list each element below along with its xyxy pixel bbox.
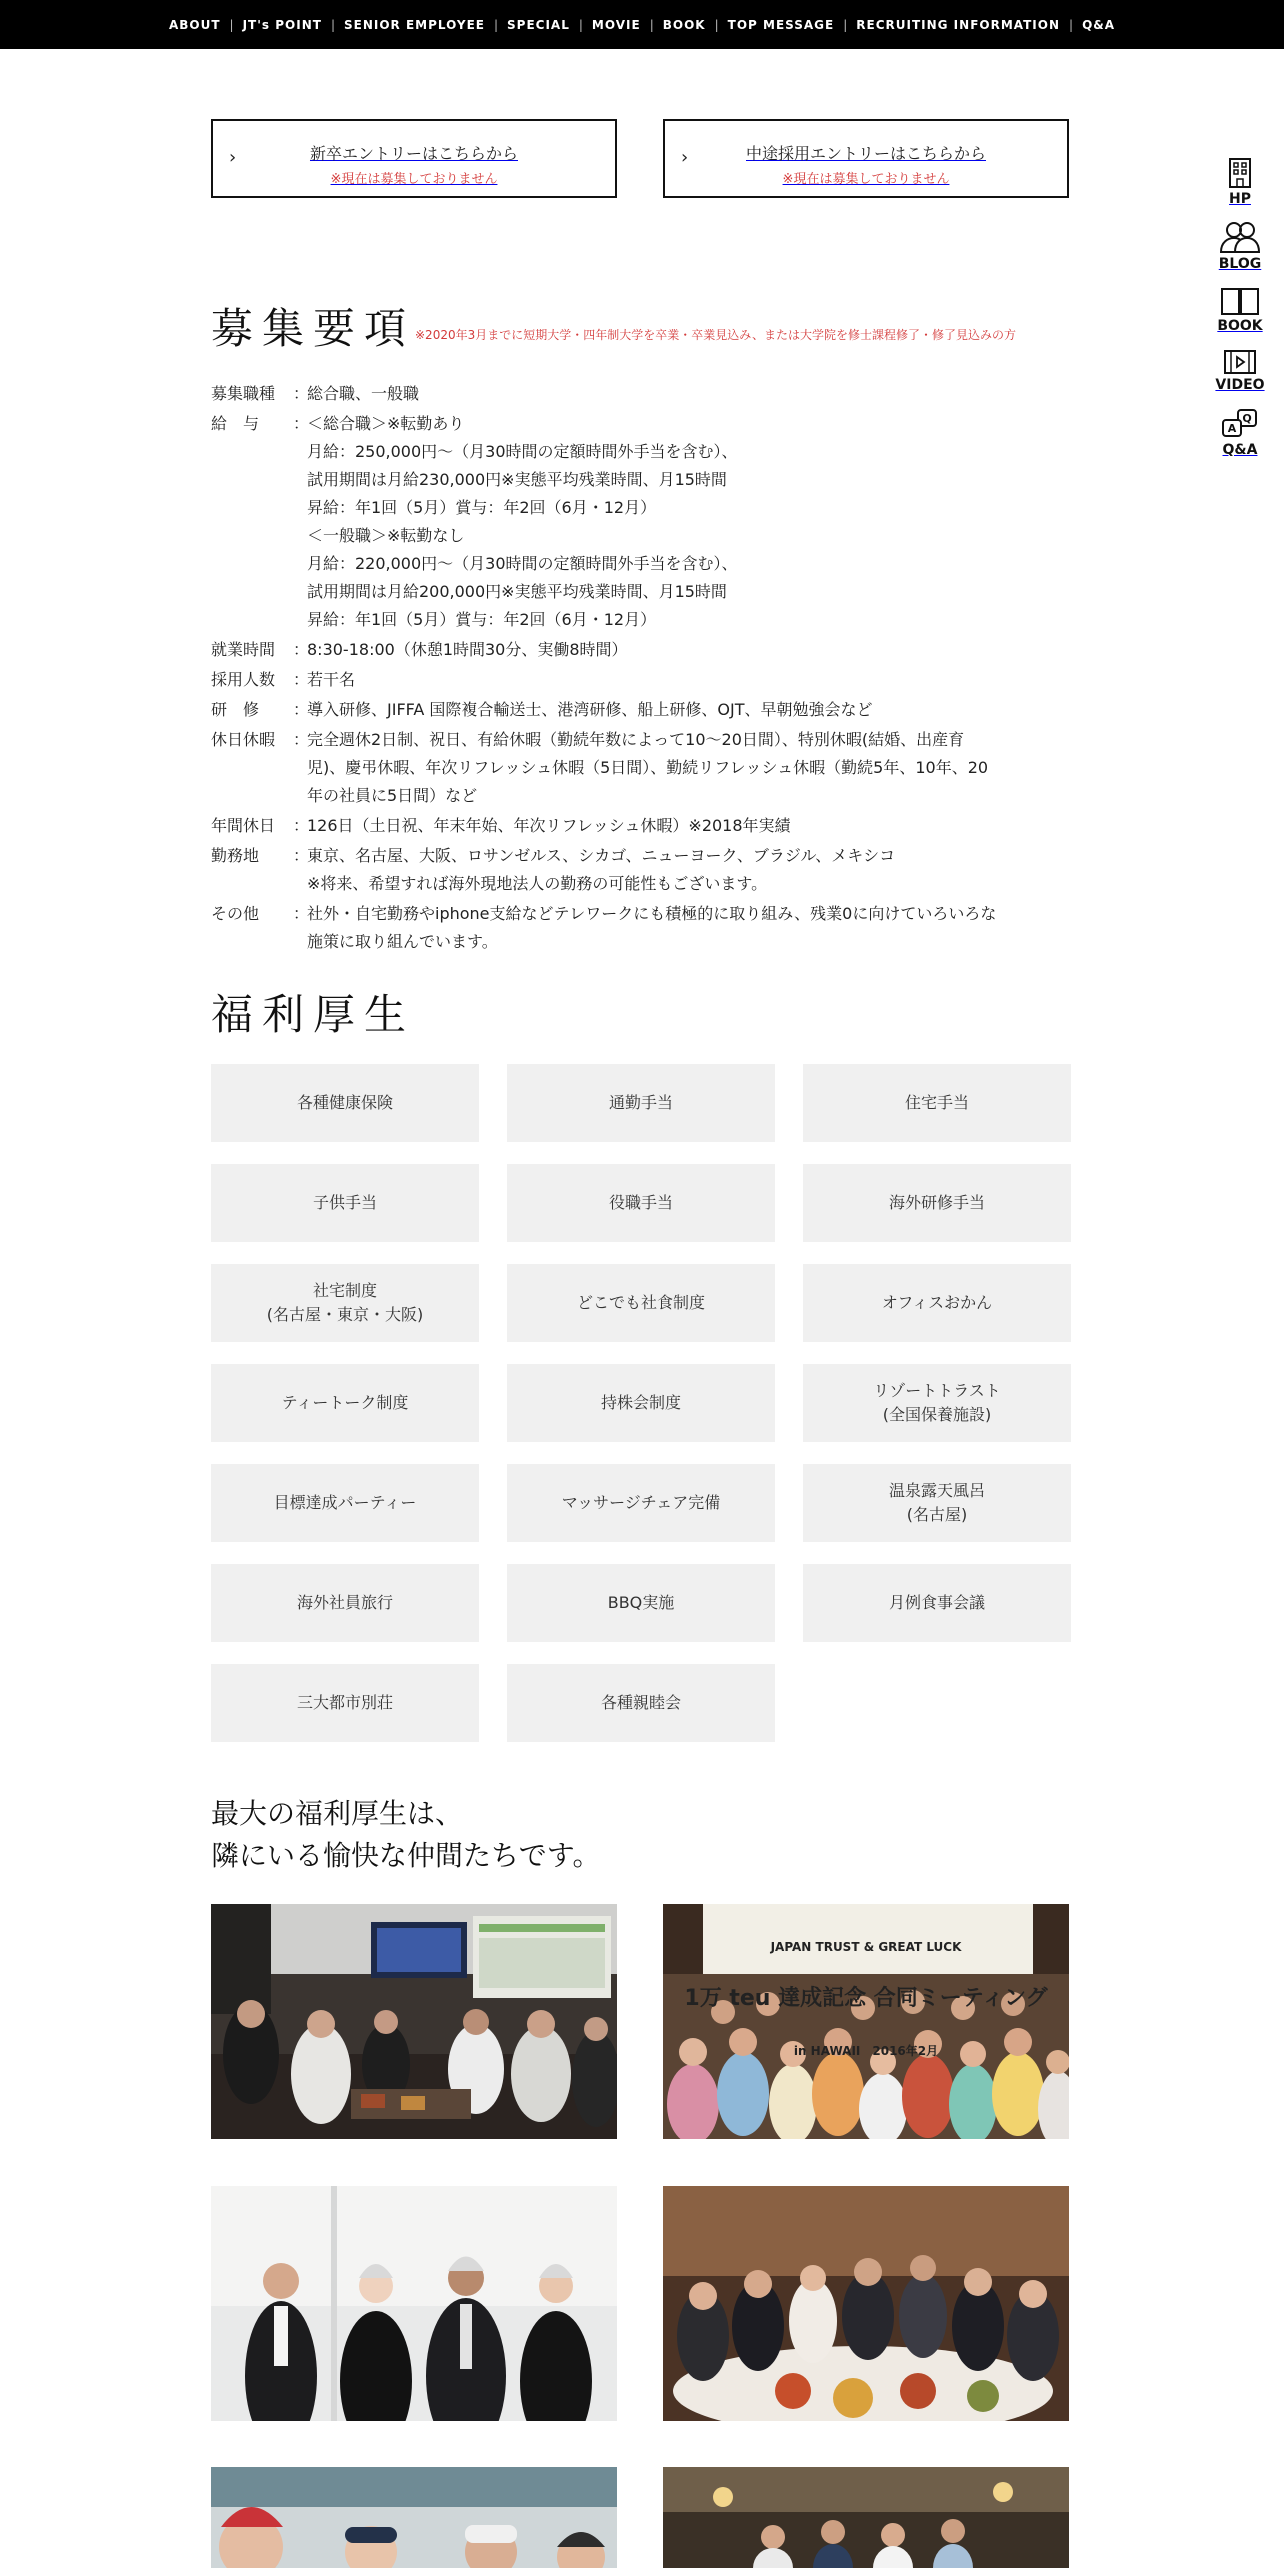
colon-separator: ： xyxy=(293,730,310,749)
benefit-item: 各種親睦会 xyxy=(507,1664,775,1742)
benefits-title: 福利厚生 xyxy=(211,990,416,1039)
entry-title: 新卒エントリーはこちらから xyxy=(309,144,518,163)
video-icon xyxy=(1223,349,1257,375)
entry-note: ※現在は募集しておりません xyxy=(782,172,950,187)
benefit-item: 三大都市別荘 xyxy=(211,1664,479,1742)
requirement-row xyxy=(211,666,1072,694)
entry-title: 中途採用エントリーはこちらから xyxy=(745,144,986,163)
benefit-item: オフィスおかん xyxy=(803,1264,1071,1342)
requirement-value xyxy=(307,666,1072,694)
benefit-item: ティートーク制度 xyxy=(211,1364,479,1442)
benefit-item: 社宅制度 (名古屋・東京・大阪) xyxy=(211,1264,479,1342)
chevron-right-icon: › xyxy=(681,147,689,168)
requirement-line: 年の社員に5日間）など xyxy=(307,786,478,805)
nav-book[interactable]: BOOK xyxy=(662,17,706,32)
nav-separator: | xyxy=(229,17,234,32)
requirement-line: 児)、慶弔休暇、年次リフレッシュ休暇（5日間）、勤続リフレッシュ休暇（勤続5年、10年、20 xyxy=(307,758,989,777)
requirement-label: 就業時間 xyxy=(211,640,276,659)
colon-separator: ： xyxy=(293,670,310,689)
requirement-line: 試用期間は月給200,000円※実態平均残業時間、月15時間 xyxy=(307,582,727,601)
benefit-item: 持株会制度 xyxy=(507,1364,775,1442)
requirement-value xyxy=(307,410,1072,634)
requirement-line: 導入研修、JIFFA 国際複合輸送士、港湾研修、船上研修、OJT、早朝勉強会など xyxy=(307,700,873,719)
requirement-label: 年間休日 xyxy=(211,816,276,835)
requirement-line: 試用期間は月給230,000円※実態平均残業時間、月15時間 xyxy=(307,470,727,489)
requirement-label: 募集職種 xyxy=(211,384,276,403)
nav-qa[interactable]: Q&A xyxy=(1082,17,1116,32)
benefit-item: どこでも社食制度 xyxy=(507,1264,775,1342)
nav-separator: | xyxy=(578,17,583,32)
banner-small-text: JAPAN TRUST & GREAT LUCK xyxy=(770,1940,962,1954)
requirement-row xyxy=(211,842,1072,898)
requirement-line: 月給：220,000円～（月30時間の定額時間外手当を含む）、 xyxy=(307,554,738,573)
requirements-title: 募集要項 xyxy=(211,304,416,353)
nav-separator: | xyxy=(1069,17,1074,32)
requirement-line: 昇給：年1回（5月）賞与：年2回（6月・12月） xyxy=(307,498,657,517)
requirement-line: ＜総合職＞※転勤あり xyxy=(307,414,465,433)
requirement-value xyxy=(307,636,1072,664)
nav-special[interactable]: SPECIAL xyxy=(507,17,570,32)
requirement-row xyxy=(211,726,1072,810)
nav-separator: | xyxy=(714,17,719,32)
photo-hawaii-party xyxy=(663,1904,1069,2139)
people-icon xyxy=(1218,220,1262,254)
requirement-label: 勤務地 xyxy=(211,846,260,865)
colon-separator: ： xyxy=(293,904,310,923)
book-icon xyxy=(1220,286,1260,316)
benefit-item: 目標達成パーティー xyxy=(211,1464,479,1542)
benefit-item: 海外研修手当 xyxy=(803,1164,1071,1242)
nav-recruiting-information[interactable]: RECRUITING INFORMATION xyxy=(856,17,1061,32)
colon-separator: ： xyxy=(293,414,310,433)
requirement-label: その他 xyxy=(211,904,260,923)
benefit-item: リゾートトラスト (全国保養施設) xyxy=(803,1364,1071,1442)
benefit-item: 月例食事会議 xyxy=(803,1564,1071,1642)
benefit-item: 役職手当 xyxy=(507,1164,775,1242)
requirement-value xyxy=(307,380,1072,408)
requirement-line: ※将来、希望すれば海外現地法人の勤務の可能性もございます。 xyxy=(307,874,768,893)
side-label: BLOG xyxy=(1218,256,1262,272)
top-nav xyxy=(0,0,1284,49)
benefit-item: 各種健康保険 xyxy=(211,1064,479,1142)
requirement-value xyxy=(307,842,1072,898)
colon-separator: ： xyxy=(293,384,310,403)
chevron-right-icon: › xyxy=(229,147,237,168)
requirement-line: 8:30-18:00（休憩1時間30分、実働8時間） xyxy=(307,640,628,659)
svg-text:Q: Q xyxy=(1242,412,1252,425)
photo-meeting-room xyxy=(211,1904,617,2139)
nav-jts-point[interactable]: JT's POINT xyxy=(242,17,322,32)
requirement-line: 月給：250,000円～（月30時間の定額時間外手当を含む）、 xyxy=(307,442,738,461)
requirement-row xyxy=(211,410,1072,634)
side-link-blog[interactable] xyxy=(1208,220,1272,272)
side-link-book[interactable] xyxy=(1208,286,1272,334)
requirement-row xyxy=(211,636,1072,664)
requirement-line: 施策に取り組んでいます。 xyxy=(307,932,498,951)
nav-top-message[interactable]: TOP MESSAGE xyxy=(727,17,835,32)
benefit-item: 温泉露天風呂 (名古屋) xyxy=(803,1464,1071,1542)
requirement-line: 東京、名古屋、大阪、ロサンゼルス、シカゴ、ニューヨーク、ブラジル、メキシコ xyxy=(307,846,896,865)
side-label: BOOK xyxy=(1217,318,1263,334)
benefits-tagline: 最大の福利厚生は、 隣にいる愉快な仲間たちです。 xyxy=(211,1797,601,1872)
banner-sub-text: in HAWAII 2016年2月 xyxy=(793,2044,939,2058)
requirement-label: 給 与 xyxy=(211,414,260,433)
building-icon xyxy=(1225,157,1255,189)
requirements-note: ※2020年3月までに短期大学・四年制大学を卒業・卒業見込み、または大学院を修士課程修了・修了見込みの方 xyxy=(415,328,1016,342)
side-label: HP xyxy=(1229,191,1251,207)
requirement-row xyxy=(211,380,1072,408)
nav-separator: | xyxy=(493,17,499,32)
benefit-item: 海外社員旅行 xyxy=(211,1564,479,1642)
requirement-row xyxy=(211,812,1072,840)
colon-separator: ： xyxy=(293,700,310,719)
requirement-line: 126日（土日祝、年末年始、年次リフレッシュ休暇）※2018年実績 xyxy=(307,816,791,835)
mid-career-entry-button[interactable] xyxy=(663,119,1069,198)
new-grad-entry-button[interactable] xyxy=(211,119,617,198)
requirement-value xyxy=(307,900,1072,956)
entry-note: ※現在は募集しておりません xyxy=(330,172,498,187)
photo-office-costume xyxy=(211,2186,617,2421)
requirement-value xyxy=(307,696,1072,724)
requirement-label: 研 修 xyxy=(211,700,260,719)
benefit-item: BBQ実施 xyxy=(507,1564,775,1642)
nav-senior-employee[interactable]: SENIOR EMPLOYEE xyxy=(343,17,485,32)
requirement-line: ＜一般職＞※転勤なし xyxy=(307,526,465,545)
requirement-line: 完全週休2日制、祝日、有給休暇（勤続年数によって10～20日間）、特別休暇(結婚、出産育 xyxy=(307,730,965,749)
side-label: Q&A xyxy=(1222,442,1258,458)
requirement-line: 若干名 xyxy=(307,670,356,689)
requirement-label: 休日休暇 xyxy=(211,730,276,749)
nav-movie[interactable]: MOVIE xyxy=(591,17,641,32)
nav-separator: | xyxy=(843,17,848,32)
requirement-value xyxy=(307,726,1072,810)
colon-separator: ： xyxy=(293,846,310,865)
colon-separator: ： xyxy=(293,640,310,659)
requirement-line: 昇給：年1回（5月）賞与：年2回（6月・12月） xyxy=(307,610,657,629)
colon-separator: ： xyxy=(293,816,310,835)
nav-separator: | xyxy=(649,17,654,32)
requirement-line: 社外・自宅勤務やiphone支給などテレワークにも積極的に取り組み、残業0に向けていろいろな xyxy=(307,904,997,923)
requirement-value xyxy=(307,812,1072,840)
photo-dinner-party xyxy=(663,2186,1069,2421)
requirement-line: 総合職、一般職 xyxy=(307,384,420,403)
nav-about[interactable]: ABOUT xyxy=(168,17,221,32)
side-label: VIDEO xyxy=(1215,377,1265,393)
requirement-label: 採用人数 xyxy=(211,670,276,689)
nav-separator: | xyxy=(330,17,335,32)
benefit-item: マッサージチェア完備 xyxy=(507,1464,775,1542)
banner-text: 1万 teu 達成記念 合同ミーティング xyxy=(684,1986,1048,2011)
side-link-hp[interactable] xyxy=(1208,157,1272,207)
qa-icon xyxy=(1220,408,1260,440)
benefit-item: 住宅手当 xyxy=(803,1064,1071,1142)
benefit-item: 子供手当 xyxy=(211,1164,479,1242)
side-link-video[interactable] xyxy=(1208,349,1272,393)
svg-text:A: A xyxy=(1227,422,1237,435)
requirement-row xyxy=(211,900,1072,956)
benefit-item: 通勤手当 xyxy=(507,1064,775,1142)
photo-evening-gathering xyxy=(663,2467,1069,2568)
side-link-qa[interactable] xyxy=(1208,408,1272,458)
requirement-row xyxy=(211,696,1072,724)
photo-ski-trip xyxy=(211,2467,617,2568)
